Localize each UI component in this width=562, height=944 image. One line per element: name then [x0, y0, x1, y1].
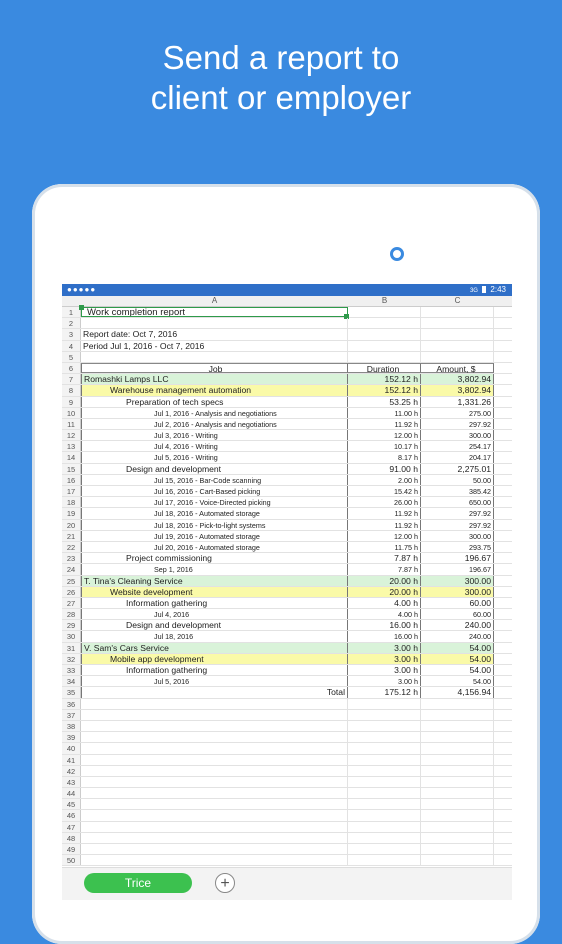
cell-b[interactable]: 8.17 h: [348, 452, 421, 462]
cell-b[interactable]: [348, 755, 421, 765]
table-row: [62, 687, 512, 698]
table-row: [62, 419, 512, 430]
row-number[interactable]: 26: [62, 587, 81, 597]
cell-c[interactable]: 650.00: [421, 497, 494, 507]
row-number[interactable]: 3: [62, 329, 81, 339]
table-row: [62, 441, 512, 452]
cell-b[interactable]: 3.00 h: [348, 665, 421, 675]
row-number[interactable]: 18: [62, 497, 81, 507]
table-row: [62, 833, 512, 844]
cell-b[interactable]: [348, 710, 421, 720]
cell-a[interactable]: Jul 4, 2016 - Writing: [81, 441, 348, 451]
cell-b[interactable]: 26.00 h: [348, 497, 421, 507]
cell-a[interactable]: [81, 855, 348, 865]
cell-c[interactable]: [421, 307, 494, 317]
row-number[interactable]: 47: [62, 822, 81, 832]
cell-b[interactable]: 91.00 h: [348, 464, 421, 474]
spreadsheet-grid[interactable]: [62, 307, 512, 866]
table-row: [62, 318, 512, 329]
cell-c[interactable]: 54.00: [421, 654, 494, 664]
headline-line-2: client or employer: [150, 79, 412, 116]
row-number[interactable]: 31: [62, 643, 81, 653]
cell-c[interactable]: 297.92: [421, 419, 494, 429]
row-number[interactable]: 48: [62, 833, 81, 843]
cell-c[interactable]: 196.67: [421, 553, 494, 563]
cell-a[interactable]: Preparation of tech specs: [81, 397, 348, 407]
row-number[interactable]: 44: [62, 788, 81, 798]
cell-b[interactable]: [348, 788, 421, 798]
row-number[interactable]: 11: [62, 419, 81, 429]
cell-b[interactable]: 152.12 h: [348, 374, 421, 384]
cell-a[interactable]: [81, 822, 348, 832]
row-number[interactable]: 6: [62, 363, 81, 373]
cell-a[interactable]: Report date: Oct 7, 2016: [81, 329, 348, 339]
cell-b[interactable]: 3.00 h: [348, 654, 421, 664]
cell-b[interactable]: 20.00 h: [348, 587, 421, 597]
table-row: [62, 486, 512, 497]
column-header-bar: [62, 296, 512, 307]
cell-a[interactable]: Job: [81, 363, 348, 373]
table-row: [62, 475, 512, 486]
cell-b[interactable]: [348, 777, 421, 787]
table-row: [62, 620, 512, 631]
cell-a[interactable]: Jul 5, 2016 - Writing: [81, 452, 348, 462]
cell-b[interactable]: [348, 822, 421, 832]
cell-c[interactable]: 240.00: [421, 620, 494, 630]
cell-a[interactable]: Jul 5, 2016: [81, 676, 348, 686]
signal-icon: 3G: [469, 288, 478, 294]
cell-a[interactable]: Warehouse management automation: [81, 385, 348, 395]
cell-c[interactable]: 54.00: [421, 643, 494, 653]
cell-a[interactable]: Jul 1, 2016 - Analysis and negotiations: [81, 408, 348, 418]
cell-a[interactable]: [81, 810, 348, 820]
cell-b[interactable]: 16.00 h: [348, 620, 421, 630]
cell-b[interactable]: [348, 766, 421, 776]
cell-b[interactable]: [348, 307, 421, 317]
row-number[interactable]: 7: [62, 374, 81, 384]
cell-c[interactable]: 254.17: [421, 441, 494, 451]
cell-c[interactable]: [421, 329, 494, 339]
cell-a[interactable]: Jul 16, 2016 - Cart-Based picking: [81, 486, 348, 496]
cell-b[interactable]: [348, 352, 421, 362]
cell-a[interactable]: Romashki Lamps LLC: [81, 374, 348, 384]
cell-a[interactable]: Total: [81, 687, 348, 697]
cell-a[interactable]: [81, 732, 348, 742]
cell-a[interactable]: [81, 788, 348, 798]
table-row: [62, 844, 512, 855]
table-row: [62, 822, 512, 833]
table-row: [62, 307, 512, 318]
cell-c[interactable]: [421, 833, 494, 843]
table-row: [62, 732, 512, 743]
cell-c[interactable]: 3,802.94: [421, 385, 494, 395]
cell-a[interactable]: [81, 721, 348, 731]
row-number[interactable]: 19: [62, 508, 81, 518]
cell-b[interactable]: [348, 732, 421, 742]
row-number[interactable]: 14: [62, 452, 81, 462]
table-row: [62, 743, 512, 754]
table-row: [62, 755, 512, 766]
table-row: [62, 329, 512, 340]
notification-dots: ●●●●●: [67, 285, 97, 294]
column-header-c[interactable]: C: [454, 296, 461, 305]
cell-b[interactable]: 15.42 h: [348, 486, 421, 496]
row-number[interactable]: 8: [62, 385, 81, 395]
row-number[interactable]: 45: [62, 799, 81, 809]
cell-b[interactable]: 11.75 h: [348, 542, 421, 552]
cell-b[interactable]: 53.25 h: [348, 397, 421, 407]
row-number[interactable]: 34: [62, 676, 81, 686]
table-row: [62, 631, 512, 642]
row-number[interactable]: 17: [62, 486, 81, 496]
cell-a[interactable]: [81, 710, 348, 720]
selected-cell-a1[interactable]: Work completion report: [81, 307, 348, 317]
sheet-tab-bar: [62, 867, 512, 900]
cell-c[interactable]: 54.00: [421, 676, 494, 686]
table-row: [62, 799, 512, 810]
table-row: [62, 452, 512, 463]
table-row: [62, 564, 512, 575]
cell-c[interactable]: [421, 788, 494, 798]
cell-c[interactable]: 60.00: [421, 609, 494, 619]
cell-b[interactable]: [348, 855, 421, 865]
cell-a[interactable]: [81, 777, 348, 787]
cell-a[interactable]: Jul 20, 2016 - Automated storage: [81, 542, 348, 552]
row-number[interactable]: 36: [62, 699, 81, 709]
row-number[interactable]: 15: [62, 464, 81, 474]
table-row: [62, 576, 512, 587]
row-number[interactable]: 25: [62, 576, 81, 586]
cell-c[interactable]: 275.00: [421, 408, 494, 418]
cell-a[interactable]: V. Sam's Cars Service: [81, 643, 348, 653]
cell-a[interactable]: Jul 17, 2016 - Voice-Directed picking: [81, 497, 348, 507]
headline-line-1: Send a report to: [162, 39, 400, 76]
row-number[interactable]: 13: [62, 441, 81, 451]
cell-c[interactable]: 300.00: [421, 531, 494, 541]
cell-c[interactable]: 4,156.94: [421, 687, 494, 697]
cell-c[interactable]: 300.00: [421, 430, 494, 440]
cell-c[interactable]: [421, 341, 494, 351]
cell-b[interactable]: 11.92 h: [348, 508, 421, 518]
row-number[interactable]: 35: [62, 687, 81, 697]
row-number[interactable]: 28: [62, 609, 81, 619]
row-number[interactable]: 10: [62, 408, 81, 418]
row-number[interactable]: 9: [62, 397, 81, 407]
cell-b[interactable]: [348, 743, 421, 753]
cell-b[interactable]: 4.00 h: [348, 609, 421, 619]
row-number[interactable]: 32: [62, 654, 81, 664]
cell-a[interactable]: Jul 18, 2016 - Automated storage: [81, 508, 348, 518]
row-number[interactable]: 22: [62, 542, 81, 552]
cell-a[interactable]: Jul 15, 2016 - Bar-Code scanning: [81, 475, 348, 485]
cell-c[interactable]: [421, 710, 494, 720]
cell-a[interactable]: T. Tina's Cleaning Service: [81, 576, 348, 586]
cell-b[interactable]: 175.12 h: [348, 687, 421, 697]
cell-a[interactable]: Period Jul 1, 2016 - Oct 7, 2016: [81, 341, 348, 351]
cell-a[interactable]: Information gathering: [81, 665, 348, 675]
cell-b[interactable]: 7.87 h: [348, 564, 421, 574]
row-number[interactable]: 20: [62, 520, 81, 530]
row-number[interactable]: 50: [62, 855, 81, 865]
table-row: [62, 464, 512, 475]
cell-b[interactable]: [348, 721, 421, 731]
table-row: [62, 766, 512, 777]
table-row: [62, 374, 512, 385]
table-row: [62, 497, 512, 508]
cell-a[interactable]: [81, 833, 348, 843]
row-number[interactable]: 30: [62, 631, 81, 641]
row-number[interactable]: 49: [62, 844, 81, 854]
row-number[interactable]: 43: [62, 777, 81, 787]
row-number[interactable]: 16: [62, 475, 81, 485]
cell-b[interactable]: 11.92 h: [348, 419, 421, 429]
cell-c[interactable]: 1,331.26: [421, 397, 494, 407]
cell-a[interactable]: [81, 743, 348, 753]
add-sheet-button[interactable]: +: [215, 873, 235, 893]
table-row: [62, 598, 512, 609]
tablet-screen: [62, 284, 512, 900]
cell-c[interactable]: [421, 844, 494, 854]
row-number[interactable]: 29: [62, 620, 81, 630]
row-number[interactable]: 39: [62, 732, 81, 742]
cell-b[interactable]: 11.92 h: [348, 520, 421, 530]
cell-a[interactable]: Design and development: [81, 620, 348, 630]
table-row: [62, 855, 512, 866]
table-row: [62, 710, 512, 721]
table-row: [62, 553, 512, 564]
cell-a[interactable]: [81, 766, 348, 776]
cell-a[interactable]: [81, 318, 348, 328]
cell-a[interactable]: Jul 19, 2016 - Automated storage: [81, 531, 348, 541]
cell-c[interactable]: [421, 318, 494, 328]
cell-c[interactable]: 3,802.94: [421, 374, 494, 384]
cell-a[interactable]: Website development: [81, 587, 348, 597]
cell-b[interactable]: [348, 833, 421, 843]
cell-b[interactable]: 20.00 h: [348, 576, 421, 586]
cell-b[interactable]: 12.00 h: [348, 531, 421, 541]
table-row: [62, 788, 512, 799]
cell-c[interactable]: [421, 699, 494, 709]
cell-c[interactable]: [421, 721, 494, 731]
table-row: [62, 408, 512, 419]
cell-a[interactable]: Information gathering: [81, 598, 348, 608]
row-number[interactable]: 1: [62, 307, 81, 317]
promo-headline: [0, 38, 562, 118]
tablet-camera: [390, 247, 404, 261]
column-header-a[interactable]: A: [211, 296, 218, 305]
cell-a[interactable]: [81, 799, 348, 809]
cell-b[interactable]: [348, 318, 421, 328]
cell-c[interactable]: 297.92: [421, 520, 494, 530]
table-row: [62, 542, 512, 553]
table-row: [62, 508, 512, 519]
cell-b[interactable]: [348, 341, 421, 351]
table-row: [62, 777, 512, 788]
cell-c[interactable]: 204.17: [421, 452, 494, 462]
cell-b[interactable]: 4.00 h: [348, 598, 421, 608]
row-number[interactable]: 2: [62, 318, 81, 328]
table-row: [62, 531, 512, 542]
cell-a[interactable]: Sep 1, 2016: [81, 564, 348, 574]
cell-a[interactable]: Mobile app development: [81, 654, 348, 664]
table-row: [62, 352, 512, 363]
table-row: [62, 520, 512, 531]
table-row: [62, 385, 512, 396]
table-row: [62, 665, 512, 676]
cell-c[interactable]: 240.00: [421, 631, 494, 641]
row-number[interactable]: 5: [62, 352, 81, 362]
cell-a[interactable]: Jul 18, 2016 - Pick-to-light systems: [81, 520, 348, 530]
cell-b[interactable]: 152.12 h: [348, 385, 421, 395]
cell-c[interactable]: [421, 755, 494, 765]
row-number[interactable]: 27: [62, 598, 81, 608]
cell-a[interactable]: [81, 699, 348, 709]
cell-c[interactable]: [421, 743, 494, 753]
cell-b[interactable]: 11.00 h: [348, 408, 421, 418]
status-time: 2:43: [490, 285, 506, 294]
cell-b[interactable]: Duration: [348, 363, 421, 373]
table-row: [62, 430, 512, 441]
cell-b[interactable]: [348, 799, 421, 809]
table-row: [62, 587, 512, 598]
battery-icon: [482, 286, 486, 293]
table-row: [62, 341, 512, 352]
cell-c[interactable]: [421, 766, 494, 776]
selection-handle[interactable]: [79, 305, 84, 310]
cell-c[interactable]: Amount, $: [421, 363, 494, 373]
table-row: [62, 721, 512, 732]
cell-c[interactable]: [421, 352, 494, 362]
table-row: [62, 699, 512, 710]
column-header-b[interactable]: B: [381, 296, 388, 305]
row-number[interactable]: 38: [62, 721, 81, 731]
row-number[interactable]: 23: [62, 553, 81, 563]
cell-a[interactable]: Project commissioning: [81, 553, 348, 563]
cell-a[interactable]: [81, 844, 348, 854]
cell-b[interactable]: 3.00 h: [348, 676, 421, 686]
cell-b[interactable]: [348, 844, 421, 854]
cell-c[interactable]: 196.67: [421, 564, 494, 574]
cell-b[interactable]: [348, 329, 421, 339]
table-row: [62, 810, 512, 821]
table-row: [62, 397, 512, 408]
cell-c[interactable]: 50.00: [421, 475, 494, 485]
table-row: [62, 654, 512, 665]
cell-a[interactable]: Jul 2, 2016 - Analysis and negotiations: [81, 419, 348, 429]
cell-b[interactable]: 12.00 h: [348, 430, 421, 440]
table-row: [62, 363, 512, 374]
cell-b[interactable]: 7.87 h: [348, 553, 421, 563]
table-row: [62, 676, 512, 687]
row-number[interactable]: 12: [62, 430, 81, 440]
cell-c[interactable]: [421, 732, 494, 742]
row-number[interactable]: 40: [62, 743, 81, 753]
table-row: [62, 643, 512, 654]
row-number[interactable]: 24: [62, 564, 81, 574]
cell-c[interactable]: 2,275.01: [421, 464, 494, 474]
cell-a[interactable]: Design and development: [81, 464, 348, 474]
cell-c[interactable]: 60.00: [421, 598, 494, 608]
row-number[interactable]: 41: [62, 755, 81, 765]
cell-a[interactable]: Jul 4, 2016: [81, 609, 348, 619]
cell-c[interactable]: [421, 799, 494, 809]
cell-a[interactable]: Jul 18, 2016: [81, 631, 348, 641]
cell-a[interactable]: [81, 755, 348, 765]
cell-b[interactable]: 16.00 h: [348, 631, 421, 641]
cell-a[interactable]: Jul 3, 2016 - Writing: [81, 430, 348, 440]
cell-c[interactable]: 54.00: [421, 665, 494, 675]
cell-c[interactable]: [421, 810, 494, 820]
row-number[interactable]: 33: [62, 665, 81, 675]
row-number[interactable]: 4: [62, 341, 81, 351]
table-row: [62, 609, 512, 620]
cell-b[interactable]: 10.17 h: [348, 441, 421, 451]
cell-b[interactable]: 2.00 h: [348, 475, 421, 485]
row-number[interactable]: 21: [62, 531, 81, 541]
cell-c[interactable]: [421, 855, 494, 865]
cell-a[interactable]: [81, 352, 348, 362]
cell-c[interactable]: [421, 777, 494, 787]
cell-b[interactable]: [348, 699, 421, 709]
cell-b[interactable]: 3.00 h: [348, 643, 421, 653]
cell-c[interactable]: 293.75: [421, 542, 494, 552]
row-number[interactable]: 42: [62, 766, 81, 776]
cell-c[interactable]: 385.42: [421, 486, 494, 496]
row-number[interactable]: 37: [62, 710, 81, 720]
cell-c[interactable]: 300.00: [421, 587, 494, 597]
sheet-tab-trice[interactable]: Trice: [84, 873, 192, 893]
cell-c[interactable]: 300.00: [421, 576, 494, 586]
cell-c[interactable]: 297.92: [421, 508, 494, 518]
cell-c[interactable]: [421, 822, 494, 832]
status-bar: [62, 284, 512, 296]
row-number[interactable]: 46: [62, 810, 81, 820]
cell-b[interactable]: [348, 810, 421, 820]
